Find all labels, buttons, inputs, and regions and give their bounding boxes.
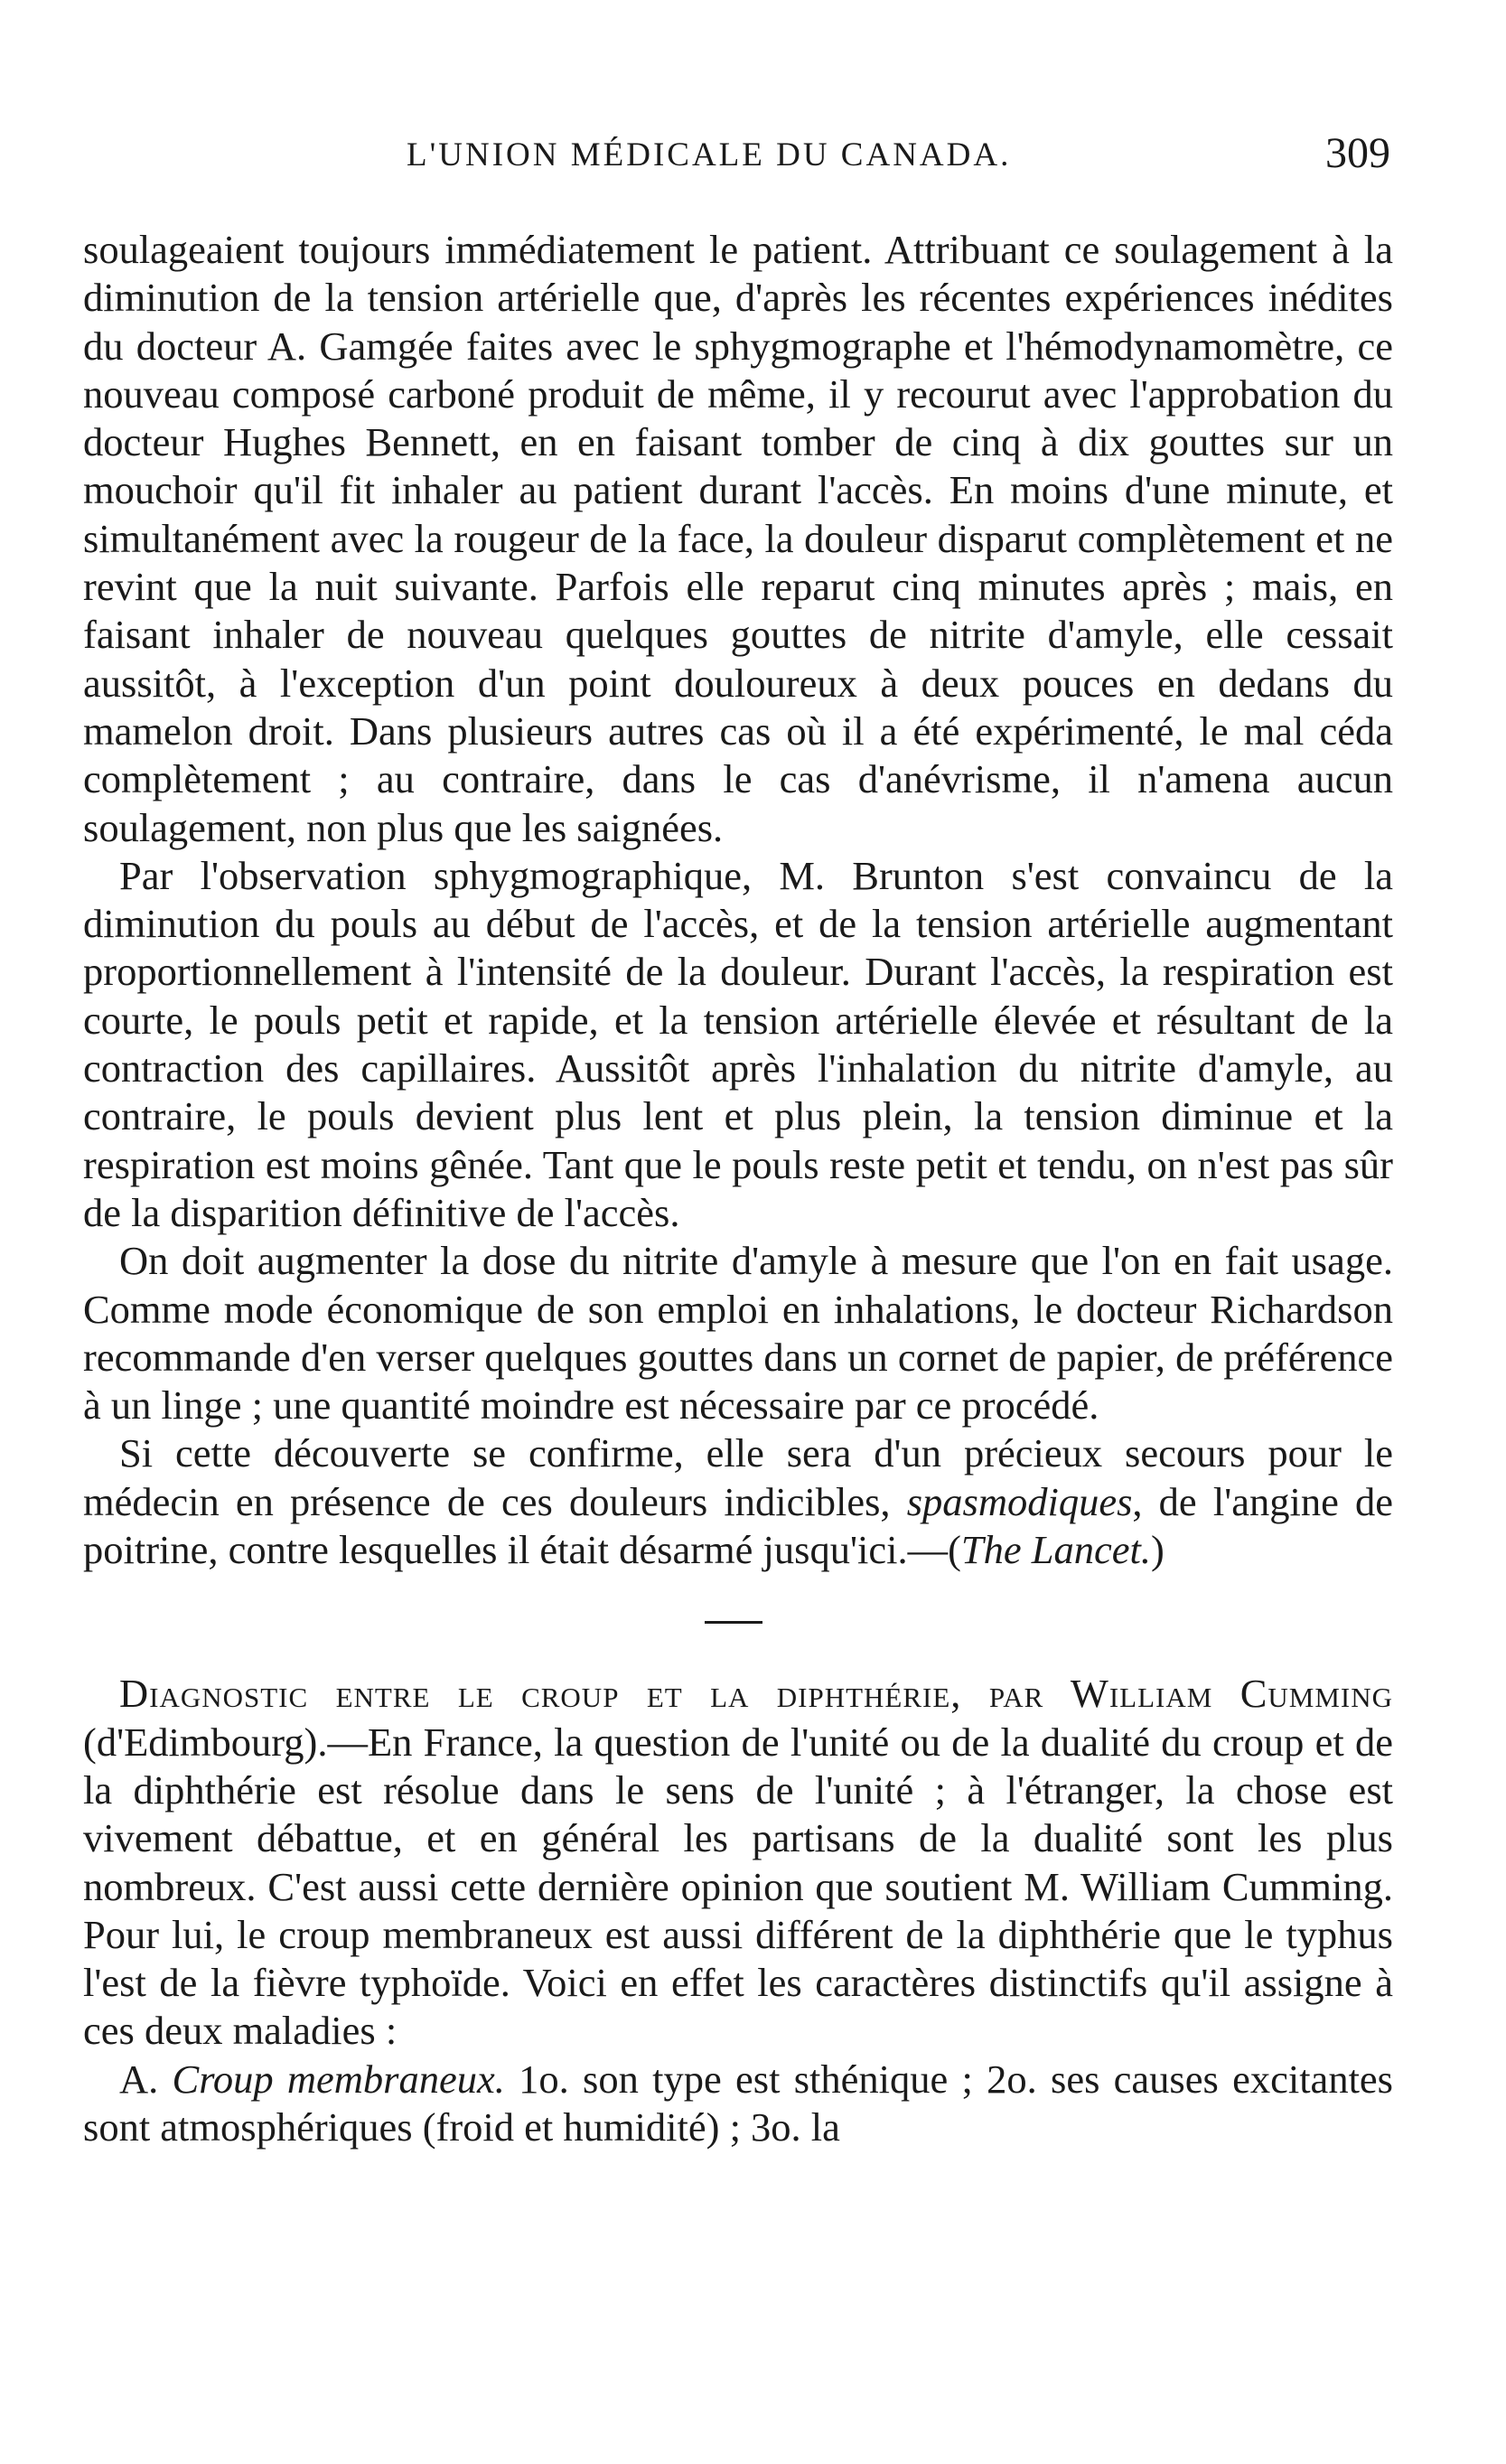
paragraph-6-label: A.: [119, 2056, 173, 2102]
paragraph-4-end: ): [1151, 1527, 1165, 1573]
paragraph-4-start: Si cette découverte se confirme, elle sera d'un précieux secours pour le médecin en présence de ces douleurs indicibles,: [83, 1430, 1393, 1524]
page-body: [83, 226, 1393, 2151]
section-title: Diagnostic entre le croup et la diphthérie, par William Cumming: [119, 1671, 1393, 1717]
paragraph-6: [83, 2056, 1393, 2152]
section-text: (d'Edimbourg).—En France, la question de l'unité ou de la dualité du croup et de la diphthérie est résolue dans le sens de l'unité ; à l'étranger, la chose est vivement débattue, et en général les partisans de la dualité sont les plus nombreux. C'est aussi cette dernière opinion que soutient M. William Cumming. Pour lui, le croup membraneux est aussi différent de la diphthérie que le typhus l'est de la fièvre typhoïde. Voici en effet les caractères distinctifs qu'il assigne à ces deux maladies :: [83, 1719, 1393, 2054]
paragraph-2: Par l'observation sphygmographique, M. Brunton s'est convaincu de la diminution du pouls au début de l'accès, et de la tension artérielle augmentant proportionnellement à l'intensité de la douleur. Durant l'accès, la respiration est courte, le pouls petit et rapide, et la tension artérielle élevée et résultant de la contraction des capillaires. Aussitôt après l'inhalation du nitrite d'amyle, au contraire, le pouls devient plus lent et plus plein, la tension diminue et la respiration est moins gênée. Tant que le pouls reste petit et tendu, on n'est pas sûr de la disparition définitive de l'accès.: [83, 852, 1393, 1235]
page-header: [0, 129, 1506, 190]
paragraph-4-source: The Lancet.: [960, 1527, 1152, 1573]
paragraph-4-mid: , de l'angine de poitrine, contre lesquelles il était désarmé jusqu'ici.—(: [83, 1478, 1393, 1573]
divider-rule: [705, 1621, 762, 1624]
running-head: L'UNION MÉDICALE DU CANADA.: [407, 136, 1012, 173]
paragraph-6-italic: Croup membraneux.: [172, 2056, 505, 2102]
section-paragraph: [83, 1670, 1393, 2055]
paragraph-4: [83, 1429, 1393, 1574]
paragraph-4-italic: spasmodiques: [906, 1478, 1133, 1524]
paragraph-3: On doit augmenter la dose du nitrite d'amyle à mesure que l'on en fait usage. Comme mode économique de son emploi en inhalations, le docteur Richardson recommande d'en verser quelques gouttes dans un cornet de papier, de préférence à un linge ; une quantité moindre est nécessaire par ce procédé.: [83, 1238, 1393, 1429]
paragraph-6-text: 1o. son type est sthénique ; 2o. ses causes excitantes sont atmosphériques (froid et humidité) ; 3o. la: [83, 2056, 1393, 2150]
page-number: 309: [1325, 129, 1390, 177]
section-divider: [83, 1574, 1393, 1670]
paragraph-1: soulageaient toujours immédiatement le patient. Attribuant ce soulagement à la diminution de la tension artérielle que, d'après les récentes expériences inédites du docteur A. Gamgée faites avec le sphygmographe et l'hémodynamomètre, ce nouveau composé carboné produit de même, il y recourut avec l'approbation du docteur Hughes Bennett, en en faisant tomber de cinq à dix gouttes sur un mouchoir qu'il fit inhaler au patient durant l'accès. En moins d'une minute, et simultanément avec la rougeur de la face, la douleur disparut complètement et ne revint que la nuit suivante. Parfois elle reparut cinq minutes après ; mais, en faisant inhaler de nouveau quelques gouttes de nitrite d'amyle, elle cessait aussitôt, à l'exception d'un point douloureux à deux pouces en dedans du mamelon droit. Dans plusieurs autres cas où il a été expérimenté, le mal céda complètement ; au contraire, dans le cas d'anévrisme, il n'amena aucun soulagement, non plus que les saignées.: [83, 227, 1393, 850]
